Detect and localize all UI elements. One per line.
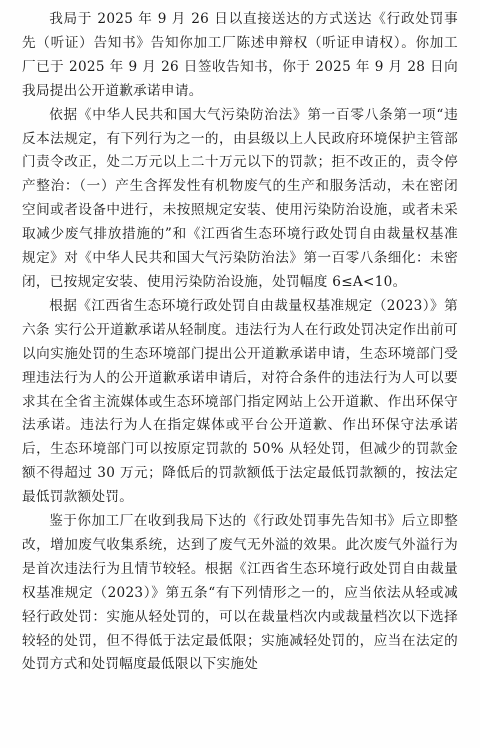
paragraph-apology-rule: 根据《江西省生态环境行政处罚自由裁量权基准规定（2023）》第六条 实行公开道歉承诺从轻制度。违法行为人在行政处罚决定作出前可以向实施处罚的生态环境部门提出公开道歉承诺申请，生态环境部门受理违法行为人的公开道歉承诺申请后，对符合条件的违法行为人可以要求其在全省主流媒体或生态环境部门指定网站上公开道歉、作出环保守法承诺。违法行为人在指定媒体或平台公开道歉、作出环保守法承诺后，生态环境部门可以按原定罚款的 50% 从轻处罚，但减少的罚款金额不得超过 30 万元；降低后的罚款额低于法定最低罚款额的，按法定最低罚款额处罚。 — [22, 297, 458, 506]
document-body — [22, 8, 458, 677]
paragraph-rectification: 鉴于你加工厂在收到我局下达的《行政处罚事先告知书》后立即整改，增加废气收集系统，达到了废气无外溢的效果。此次废气外溢行为是首次违法行为且情节较轻。根据《江西省生态环境行政处罚自由裁量权基准规定（2023）》第五条“有下列情形之一的，应当依法从轻或减轻行政处罚：实施从轻处罚的，可以在裁量档次内或裁量档次以下选择较轻的处罚，但不得低于法定最低限；实施减轻处罚的，应当在法定的处罚方式和处罚幅度最低限以下实施处 — [22, 513, 458, 673]
paragraph-legal-basis: 依据《中华人民共和国大气污染防治法》第一百零八条第一项“违反本法规定，有下列行为之一的，由县级以上人民政府环境保护主管部门责令改正，处二万元以上二十万元以下的罚款；拒不改正的，责令停产整治：（一）产生含挥发性有机物废气的生产和服务活动，未在密闭空间或者设备中进行，未按照规定安装、使用污染防治设施，或者未采取减少废气排放措施的”和《江西省生态环境行政处罚自由裁量权基准规定》对《中华人民共和国大气污染防治法》第一百零八条细化：未密闭，已按规定安装、使用污染防治设施，处罚幅度 6≤A<10。 — [22, 106, 458, 290]
paragraph-notice-delivery: 我局于 2025 年 9 月 26 日以直接送达的方式送达《行政处罚事先（听证）告知书》告知你加工厂陈述申辩权（听证申请权）。你加工厂已于 2025 年 9 月 26 日签收告知书，你于 2025 年 9 月 28 日向我局提出公开道歉承诺申请。 — [22, 11, 458, 99]
